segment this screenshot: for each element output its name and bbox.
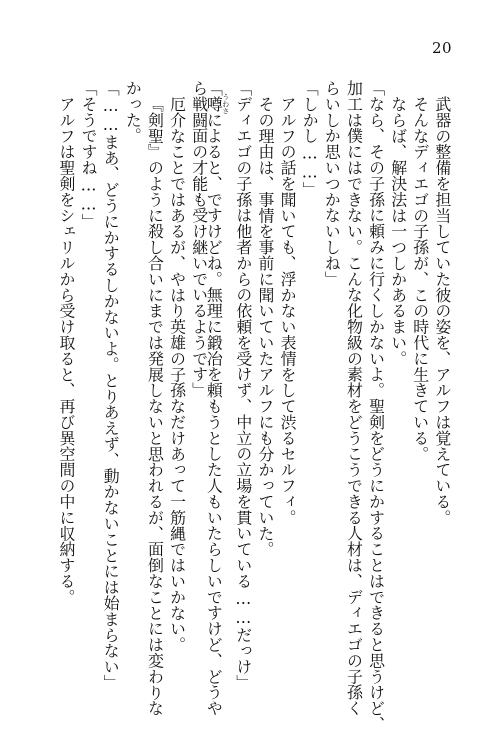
text-line-14: 『剣聖』のように殺し合いにまでは発展しないと思われるが、面倒なことには変わりな: [145, 96, 165, 717]
text-line-5: 加工は僕にはできない。こんな化物級の素材をどうこうできる人材は、ディエゴの子孫く: [344, 80, 364, 716]
text-line-7: 「しかし……」: [300, 80, 320, 198]
text-line-16: 「……まあ、どうにかするしかないよ。とりあえず、動かないことには始まらない」: [101, 80, 121, 691]
text-line-1: 武器の整備を担当していた彼の姿を、アルフは覚えている。: [432, 96, 452, 526]
text-line-4: 「なら、その子孫に頼みに行くしかないよ。聖剣をどうにかすることはできると思うけど、: [366, 80, 386, 732]
text-line-2: そんなディエゴの子孫が、この時代に生きている。: [410, 96, 430, 462]
text-line-10: 「ディエゴの子孫は他者からの依頼を受けず、中立の立場を貫いている……だっけ」: [233, 80, 253, 691]
page-number: 20: [432, 39, 453, 57]
text-line-8: アルフの話を聞いても、浮かない表情をして渋るセルフィ。: [278, 96, 298, 526]
text-line-9: その理由は、事情を事前に聞いていたアルフにも分かっていた。: [255, 96, 275, 558]
text-line-12: ら戦闘面の才能も受け継いでいるようです」: [189, 80, 209, 398]
text-line-17: 「そうですね……」: [79, 80, 99, 230]
text-line-15: かった。: [123, 80, 143, 144]
text-line-13: 厄介なことではあるが、やはり英雄の子孫なだけあって一筋縄ではいかない。: [167, 96, 187, 653]
text-line-18: アルフは聖剣をシェリルから受け取ると、再び異空間の中に収納する。: [57, 96, 76, 605]
text-line-6: らいしか思いつかないしね」: [322, 80, 342, 287]
text-line-3: ならば、解決法は一つしかあるまい。: [388, 96, 408, 367]
vertical-text-block: [57, 80, 452, 732]
text-line-11: 「噂うわさによると、ですけどね。無理に鍛冶を頼もうとした人もいたらしいですけど、どうや: [204, 80, 230, 717]
ruby-word: 噂うわさ: [204, 93, 230, 115]
